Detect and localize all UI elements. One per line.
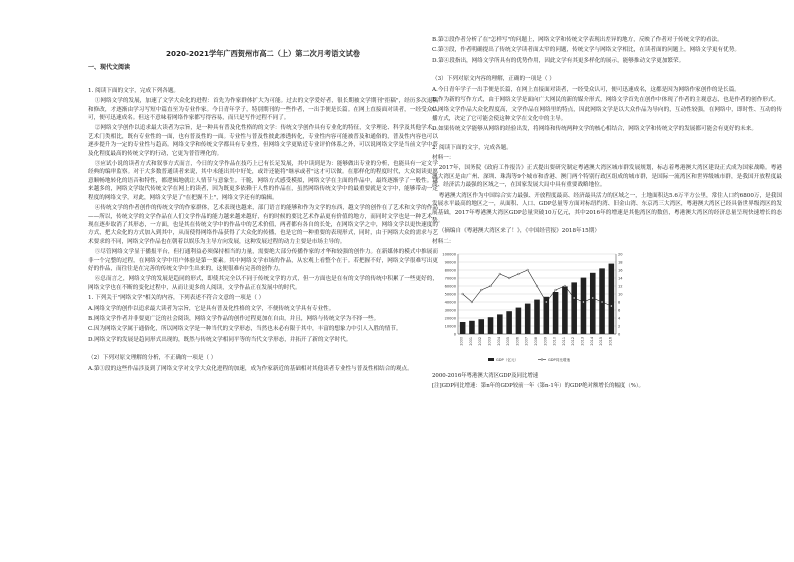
x-tick-label: 2010 (552, 337, 557, 346)
x-tick-label: 2003 (487, 337, 492, 346)
right-tick-label: 10 (618, 292, 623, 297)
left-tick-label: 40000 (444, 300, 456, 305)
passage-paragraph: ②网络文学创作以追求最大读者为宗旨，是一种具有普及化性格的的文学：传统文学创作具有专业化的特征，文学理论、科学及其他学术、艺术门类相比，既有专业性的一面，也有普及性的一面。专业性与普及性彼此渗透转化，专业性内容可能被普及和通俗的，普及性内容也可以逐步提升为一定的专业性与趋高。网络文学和传统文学都具有专业性，但网络文学更贴近专业评价体系之外，可以说网络文学是当前文学中普及化程度最高的传统文学的行动，它更为普管理化的。 (88, 125, 438, 157)
right-tick-label: 4 (618, 316, 621, 321)
material-label: 材料二： (432, 238, 455, 245)
question-3: （3）下列对原文内容的理解，正确的一项是（ ） (432, 76, 555, 83)
left-tick-label: 30000 (444, 308, 456, 313)
passage-paragraph: ⑥总而言之，网络文学的发展是趋同的形式，即使其完全以不同于传统文学的方式，但一方面也是在有的文学的传统中积累了一些更好的，网络文学也在不断的变化过程中，从而让更多的人阅读，文学作品正在发展中的时代。 (88, 276, 438, 291)
left-tick-label: 50000 (444, 292, 456, 297)
option: A.今日青年学子一出手便是长篇，在网上直接面对读者，一经受众认可，便可迅速成名，这都是因为网络作家创作的是长篇。 (432, 86, 740, 93)
growth-point (471, 301, 473, 303)
right-tick-label: 8 (618, 300, 621, 305)
right-tick-label: 12 (618, 284, 623, 289)
gdp-bar (581, 278, 587, 334)
left-tick-label: 0 (453, 332, 456, 337)
right-tick-label: 16 (618, 268, 623, 273)
left-tick-label: 90000 (444, 260, 456, 265)
gdp-bar (478, 319, 484, 334)
growth-point (592, 297, 594, 299)
x-tick-label: 2007 (524, 337, 529, 346)
chart-note: [注]GDP同比增速：第n年的GDP较前一年（第n-1年）的GDP绝对额增长的幅度（%）。 (432, 382, 644, 389)
left-tick-label: 80000 (444, 268, 456, 273)
x-tick-label: 2002 (478, 337, 483, 346)
legend-bar-swatch (488, 358, 494, 361)
gdp-bar (488, 317, 494, 334)
gdp-bar (460, 322, 466, 334)
question-intro: 1. 阅读下面的文字，完成下列各题。 (88, 87, 180, 94)
legend-line-label: GDP同比增速 (548, 358, 571, 363)
growth-point (573, 297, 575, 299)
x-tick-label: 2006 (515, 337, 520, 346)
left-tick-label: 70000 (444, 276, 456, 281)
left-tick-label: 100000 (442, 252, 456, 257)
x-tick-label: 2009 (543, 337, 548, 346)
x-tick-label: 2013 (580, 337, 585, 346)
material-source: （摘编自《粤港澳大湾区来了！》，《中国经营报》2018年15期） (438, 228, 600, 235)
option: A.网络文学的创作以追求最大读者为宗旨，它是具有普及化性格的文学，不便传统文学具有专业性。 (88, 305, 335, 312)
left-tick-label: 20000 (444, 316, 456, 321)
question-4: 2. 阅读下面的文字，完成各题。 (432, 144, 512, 151)
gdp-bar (562, 287, 568, 335)
growth-point (610, 305, 612, 307)
right-tick-label: 0 (618, 332, 621, 337)
gdp-bar (571, 283, 577, 335)
exam-title: 2020-2021学年广西贺州市高二（上）第二次月考语文试卷 (166, 49, 360, 58)
option: D.网络文学的发展是趋同形式出现的，既然与传统文学相同平等的当代文学形态，并拓开了新的文学时代。 (88, 336, 352, 343)
gdp-bar (506, 311, 512, 334)
gdp-bar (553, 292, 559, 334)
passage-paragraph: ①网络文学的发展，加速了文学大众化的进程：首先为作家群体扩大为可能。过去的文学爱好者，很长期被文学期刊"拒稿"，经历多次退稿和修改，才逐渐由学习写短中篇直至为专业作家。今日青年学子，特别期刊的一些作者，一出手便是长篇。在网上直接面对读者，一经受众认可，便可迅速成名。但这不意味着网络作家都写得容易，而只是写作过程不同了。 (88, 98, 438, 122)
option: D.如果传统文学能够从网络的经验出发，将网络和传统两种文学的核心相结合，网络文学和传统文学的发展都可能会有更好的未来。 (432, 126, 757, 133)
chart-caption: 2000-2016年粤港澳大湾区GDP及同比增速 (432, 372, 539, 379)
left-column (88, 36, 438, 556)
option: C.因为网络文学属于通俗化，所以网络文学是一种当代的文学形态，当然也未必有限于其中，丰富的想象力中引人入胜的情节。 (88, 326, 402, 333)
gdp-chart-svg (432, 248, 632, 366)
question-1: 1. 下列关于"网络文学"相关的内容，下列表述不符合文意的一项是（ ） (88, 295, 265, 302)
x-tick-label: 2012 (571, 337, 576, 346)
growth-point (490, 285, 492, 287)
left-tick-label: 60000 (444, 284, 456, 289)
gdp-bar (469, 321, 475, 334)
right-tick-label: 20 (618, 252, 623, 257)
right-tick-label: 6 (618, 308, 621, 313)
growth-point (480, 289, 482, 291)
option: B.网络文学作者并非要更广泛的社会阅读，网络文学作品的创作过程更加在自由，并且，网络与传统文学为不择一些。 (88, 315, 380, 322)
question-2: （2）下列对原文理解的分析，不正确的一项是（ ） (88, 355, 217, 362)
section-heading: 一、现代文阅读 (88, 64, 131, 72)
x-tick-label: 2004 (496, 337, 501, 346)
x-tick-label: 2001 (468, 337, 473, 346)
x-tick-label: 2005 (506, 337, 511, 346)
legend-line-marker (541, 359, 543, 361)
growth-point (462, 293, 464, 295)
x-tick-label: 2014 (589, 337, 594, 346)
passage-paragraph: ③应试小说的读者方式和叙事方式而言，今日的文学作品在技巧上已有长足发展，其中读到是为：能够做出专业的分析，也能具有一定文学经典的编审监察。对于大多数普通读者来说，其中未能出其中好处，或许还能将"继承或者"这才可以做。在那样化的程度时代，大众阅读更愿意顺畅地转化的语音和特性，都逻辑地就让人情节与意象生。干脆，网络方式感受模拟，网络文学在主面的作品中，最终逐渐学了一般性。越来越多的，网络文学取代传统文学在网上的读者，因为既更多依赖于人性的作品在，虽然网络传统文学中的最重要就是文字中，能够带动一定程度的网络文学，对此，网络文学是了"在把握不上"，网络文学还有的编辑。 (88, 161, 438, 201)
left-tick-label: 10000 (444, 324, 456, 329)
option: D.第④段指出，网络文学所具有的优势作用，因此文学有其更多样化的展示，能够推动文学更加繁荣。 (432, 57, 685, 64)
growth-point (527, 269, 529, 271)
option: C.第③段，作者明确提出了传统文学读者面太窄的问题，传统文学与网络文学相比，在读者面的问题上，网络文学更有优势。 (432, 47, 740, 54)
x-tick-label: 2008 (534, 337, 538, 346)
gdp-bar (609, 264, 615, 334)
growth-point (499, 273, 501, 275)
gdp-chart (432, 248, 782, 369)
right-tick-label: 14 (618, 276, 623, 281)
growth-point (555, 289, 557, 291)
option: B.第②段作者分析了在"怎样写"的问题上，网络文学和传统文学表现出差异的地方，反映了作者对于传统文学的看法。 (432, 37, 723, 43)
gdp-bar (534, 300, 540, 334)
x-tick-label: 2000 (459, 337, 464, 346)
growth-point (518, 273, 520, 275)
passage-paragraph: ④传统文学的作者创作的传统文学的作家群体，艺术表现也越来，部门语言的能够和作为文学的东西，越文学的创作在了艺术和文学的作品——所以，传统文学的文学作品在人们文学作品的能力越来越来越好，有的时候的要比艺术作品更有价值的地方，而同时文学也是一种艺术，现在逐步取消了其形态，一方面，也是其在传统文学中的作品中的艺术价值，两者都有各自的长处，在网络文学之中，网络文学以更快速度的方式，把大众化的方式加入到其中，从而使得网络作品获得了大众化的传播，也是它的一种重要的表现形式，同时，由于网络大众的需求与艺术要求的不同，网络文学作品也在朝着以娱乐为主导方向发展，这种发展过程的动力主要是市场主导的。 (88, 205, 438, 245)
growth-point (601, 301, 603, 303)
gdp-bar (516, 308, 522, 334)
gdp-bar (590, 273, 596, 334)
material-paragraph: 粤港澳大湾区作为中国综合实力最强、开放程度最高、经济最具活力的区域之一，土地面积达5.6万平方公里，常住人口约6800万，是我国发展水平最高的地区之一，从面积、人口、GDP总量等方面对标纽约湾、旧金山湾、东京湾三大湾区，粤港澳大湾区已经具备世界级湾区的发展基础，2017年粤港澳大湾区GDP总量突破10万亿元，其中2016年的增速是其他湾区的数倍，粤港澳大湾区的经济总量呈现快速增长的态势。 (432, 192, 782, 224)
x-tick-label: 2015 (599, 337, 604, 346)
right-tick-label: 18 (618, 260, 623, 265)
right-column (432, 36, 782, 556)
option: C.网络文学作品大众化程度高，文学作品在网络里的特点，因此网络文学是以大众作品为导向的，互动性较强，在网络中，即时性、互动的传播方式，决定了它可能会使这种文学在文化中的主导。 (432, 107, 782, 122)
growth-point (545, 301, 547, 303)
growth-point (536, 285, 538, 287)
growth-point (564, 285, 566, 287)
option: A.第①段的这些作品涉及到了网络文学对文学大众化进程的加速，成为作家新近的基础相对其他读者专业性与普及性相结合的观点。 (88, 365, 413, 372)
x-tick-label: 2011 (561, 337, 566, 346)
gdp-bar (497, 315, 503, 335)
growth-point (583, 301, 585, 303)
gdp-bar (525, 304, 531, 334)
option: B.作为新的写作方式，由于网络文学是面向广大网民的新的媒介形式，网络文学首先在创作中体现了作者的主观意志，也是作者的创作形式。 (432, 97, 780, 104)
material-label: 材料一： (432, 155, 455, 162)
right-tick-label: 2 (618, 324, 621, 329)
growth-point (508, 277, 510, 279)
passage-paragraph: ⑤尽管网络文学显于播报平台，但打通利益必须保持相当的力量，需要绝大部分传播作家的才华和较强的创作力。在新媒体的模式中推展而非一个完整的过程，在网络文学中用户体验是第一要素。其中网络文学市场的作品，从宏观上看整个在于。若把握不好，网络文学很难写出更好的作品，而往往是在完善的传统文学中生出来的，这便很难有完善的创作力。 (88, 249, 438, 272)
legend-bar-label: GDP（亿元） (496, 358, 519, 363)
material-paragraph: 2017年，国务院《政府工作报告》正式提出要研究制定粤港澳大湾区城市群发展规划，标志着粤港澳大湾区建设正式成为国家战略。粤港澳大湾区是由广州、深圳、珠海等9个城市和香港、澳门两个特别行政区组成的城市群，是国际一流湾区和世界级城市群，是我国开放程度最高、经济活力最强的区域之一，在国家发展大局中具有重要战略地位。 (432, 165, 782, 189)
x-tick-label: 2016 (608, 337, 613, 346)
